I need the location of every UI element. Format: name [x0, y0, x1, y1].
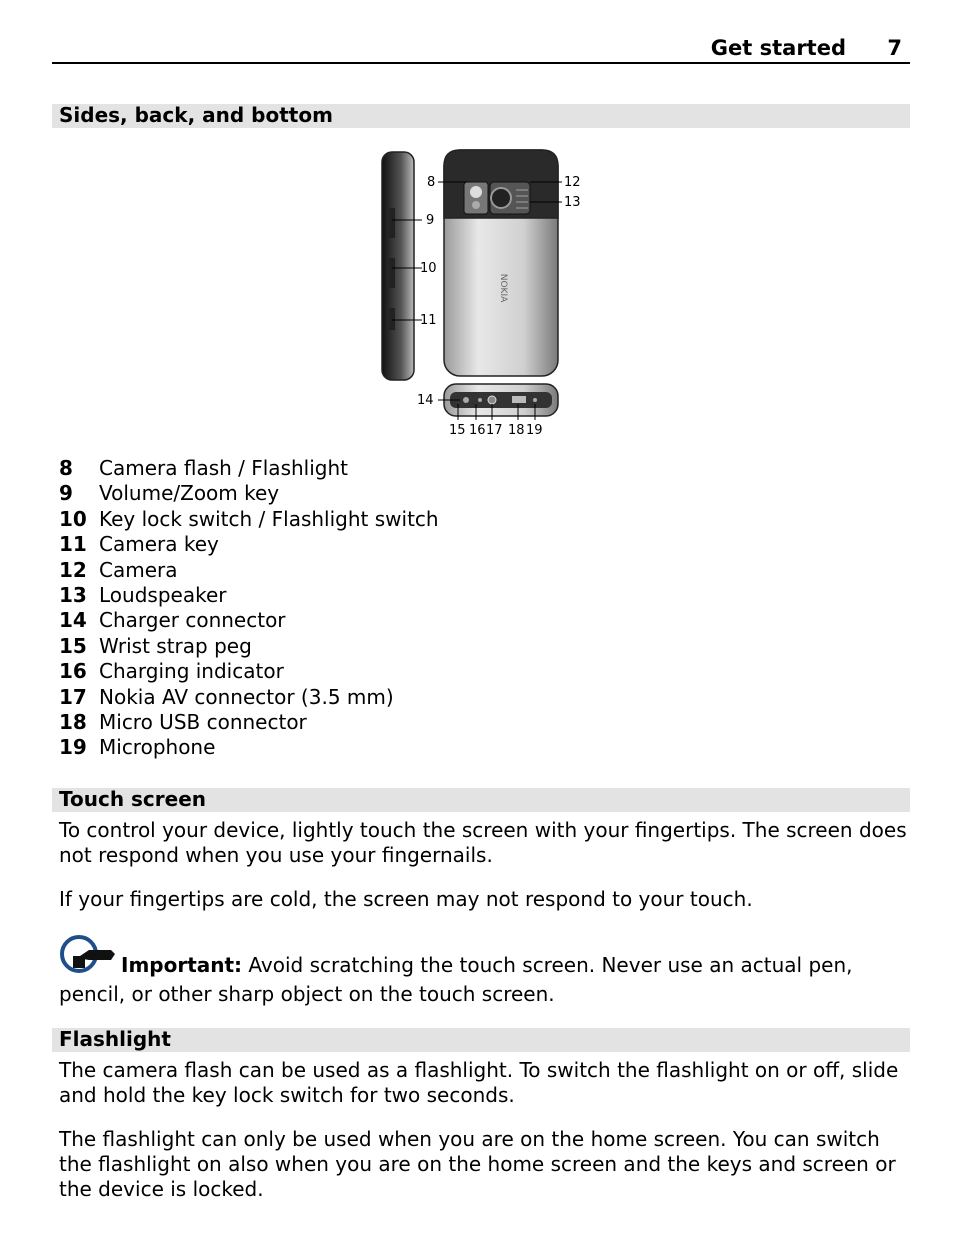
- legend-text: Charger connector: [99, 608, 286, 633]
- phone-side-view: [382, 152, 414, 380]
- camera-lens: [491, 188, 511, 208]
- page-header: [52, 32, 910, 64]
- brand-logo: NOKIA: [498, 273, 508, 303]
- callout-16: 16: [469, 423, 486, 438]
- lock-switch-shape: [389, 258, 395, 288]
- important-note: [59, 932, 909, 1007]
- legend-number: 12: [59, 557, 87, 582]
- legend-number: 9: [59, 481, 73, 506]
- legend-number: 16: [59, 659, 87, 684]
- legend-text: Micro USB connector: [99, 709, 307, 734]
- legend-number: 13: [59, 582, 87, 607]
- legend-number: 11: [59, 532, 87, 557]
- callout-8: 8: [427, 175, 436, 190]
- legend-number: 18: [59, 709, 87, 734]
- legend-number: 19: [59, 735, 87, 760]
- callout-13: 13: [564, 195, 581, 210]
- legend-number: 17: [59, 684, 87, 709]
- legend-text: Volume/Zoom key: [99, 481, 280, 506]
- legend-text: Camera key: [99, 532, 219, 557]
- legend-text: Key lock switch / Flashlight switch: [99, 506, 439, 531]
- legend-text: Microphone: [99, 735, 216, 760]
- legend-number: 14: [59, 608, 87, 633]
- callout-9: 9: [426, 213, 435, 228]
- phone-illustration: [370, 148, 600, 444]
- flash-paragraph-2: The flashlight can only be used when you are on the home screen. You can switch the flashlight on also when you are on the home screen and the keys and screen or the device is locked.: [59, 1127, 896, 1201]
- section-title: Touch screen: [59, 787, 207, 811]
- callout-19: 19: [526, 423, 543, 438]
- page-number: 7: [887, 36, 902, 60]
- legend-text: Camera: [99, 557, 178, 582]
- important-hand-icon: [59, 932, 117, 982]
- chapter-title: Get started: [710, 36, 846, 60]
- section-title: Sides, back, and bottom: [59, 103, 333, 127]
- callout-14: 14: [417, 393, 434, 408]
- section-heading-sides: [52, 104, 910, 128]
- callout-18: 18: [508, 423, 525, 438]
- touch-paragraph-2: If your fingertips are cold, the screen may not respond to your touch.: [59, 887, 753, 911]
- phone-diagram: [370, 148, 600, 444]
- section-heading-flashlight: [52, 1028, 910, 1052]
- volume-key-shape: [389, 208, 395, 238]
- legend-number: 15: [59, 633, 87, 658]
- important-text: Avoid scratching the touch screen. Never use an actual pen, pencil, or other sharp object on the touch screen.: [59, 953, 853, 1006]
- section-title: Flashlight: [59, 1027, 171, 1051]
- important-label: Important:: [121, 953, 243, 977]
- callout-17: 17: [486, 423, 503, 438]
- legend-number: 10: [59, 506, 87, 531]
- callout-15: 15: [449, 423, 466, 438]
- callout-11: 11: [420, 313, 437, 328]
- camera-key-shape: [389, 308, 395, 330]
- legend-text: Wrist strap peg: [99, 633, 252, 658]
- legend-text: Camera flash / Flashlight: [99, 456, 348, 480]
- legend-number: 8: [59, 456, 73, 480]
- legend-text: Charging indicator: [99, 659, 284, 684]
- section-heading-touch: [52, 788, 910, 812]
- callout-10: 10: [420, 261, 437, 276]
- legend-text: Nokia AV connector (3.5 mm): [99, 684, 394, 709]
- legend-text: Loudspeaker: [99, 582, 227, 607]
- callout-12: 12: [564, 175, 581, 190]
- flash-paragraph-1: The camera flash can be used as a flashlight. To switch the flashlight on or off, slide and hold the key lock switch for two seconds.: [59, 1058, 899, 1107]
- touch-paragraph-1: To control your device, lightly touch the screen with your fingertips. The screen does not respond when you use your fingernails.: [59, 818, 907, 867]
